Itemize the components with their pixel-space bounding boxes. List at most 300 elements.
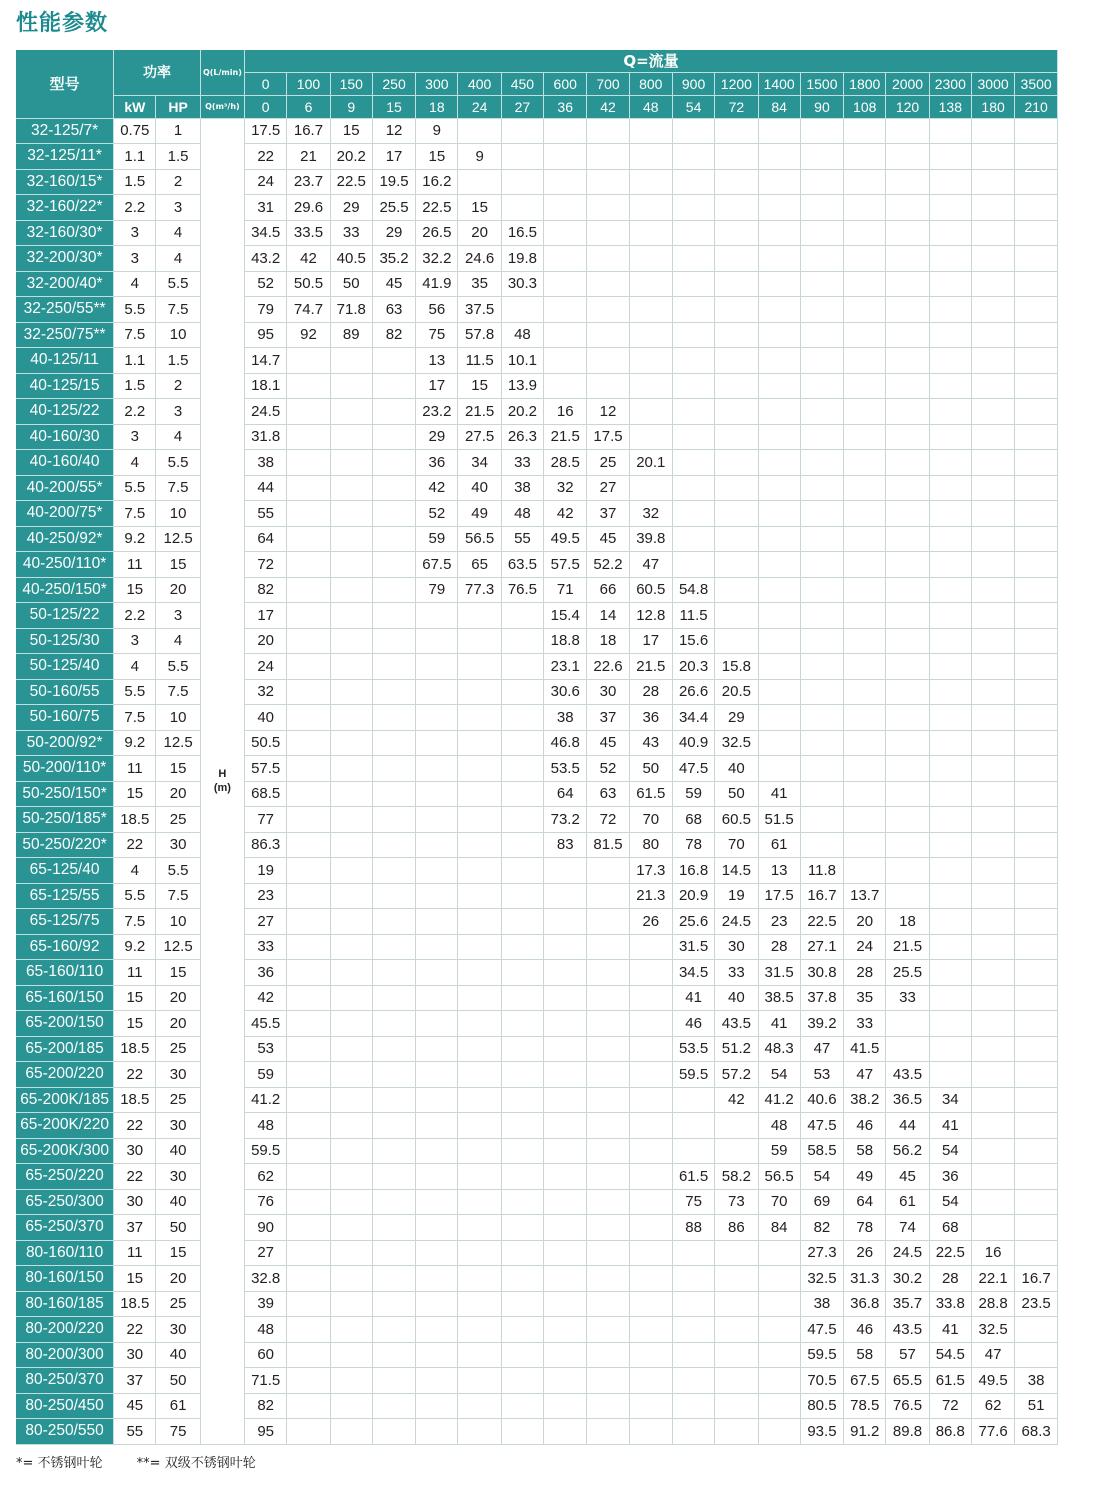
head-value-cell: 47.5 bbox=[672, 756, 714, 782]
head-value-cell: 20.1 bbox=[629, 450, 672, 476]
head-value-cell bbox=[800, 271, 843, 297]
head-value-cell: 71.5 bbox=[245, 1368, 287, 1394]
head-value-cell bbox=[672, 1419, 714, 1445]
head-value-cell bbox=[844, 577, 886, 603]
head-value-cell bbox=[1015, 756, 1058, 782]
head-value-cell bbox=[287, 1368, 330, 1394]
head-value-cell bbox=[758, 373, 800, 399]
table-row bbox=[16, 1291, 1058, 1317]
head-value-cell: 70 bbox=[715, 832, 758, 858]
hp-cell: 50 bbox=[156, 1215, 200, 1241]
head-value-cell bbox=[929, 934, 971, 960]
head-value-cell bbox=[929, 628, 971, 654]
head-value-cell bbox=[929, 322, 971, 348]
head-value-cell bbox=[330, 1113, 372, 1139]
head-value-cell bbox=[800, 169, 843, 195]
head-value-cell bbox=[416, 934, 458, 960]
head-value-cell: 79 bbox=[416, 577, 458, 603]
head-value-cell: 12 bbox=[587, 399, 629, 425]
head-value-cell bbox=[629, 1062, 672, 1088]
head-value-cell: 40.9 bbox=[672, 730, 714, 756]
kw-cell: 1.1 bbox=[114, 348, 156, 374]
head-value-cell bbox=[544, 1291, 587, 1317]
head-value-cell: 72 bbox=[929, 1393, 971, 1419]
head-value-cell bbox=[1015, 1113, 1058, 1139]
head-value-cell bbox=[501, 1087, 543, 1113]
head-value-cell bbox=[672, 1291, 714, 1317]
head-value-cell bbox=[672, 1342, 714, 1368]
head-value-cell bbox=[416, 1419, 458, 1445]
model-cell: 32-160/30* bbox=[16, 220, 114, 246]
table-row bbox=[16, 705, 1058, 731]
head-value-cell bbox=[800, 552, 843, 578]
head-value-cell bbox=[629, 1240, 672, 1266]
q-lmin-cell: 450 bbox=[501, 72, 543, 95]
head-value-cell bbox=[971, 909, 1014, 935]
head-value-cell bbox=[372, 348, 415, 374]
head-value-cell: 35.2 bbox=[372, 246, 415, 272]
head-value-cell bbox=[587, 1291, 629, 1317]
head-value-cell bbox=[458, 1393, 501, 1419]
head-value-cell bbox=[971, 679, 1014, 705]
kw-cell: 15 bbox=[114, 1266, 156, 1292]
kw-cell: 7.5 bbox=[114, 705, 156, 731]
head-value-cell bbox=[501, 1240, 543, 1266]
head-value-cell: 77 bbox=[245, 807, 287, 833]
kw-cell: 3 bbox=[114, 246, 156, 272]
head-value-cell bbox=[715, 475, 758, 501]
head-value-cell bbox=[544, 1011, 587, 1037]
head-value-cell: 57.5 bbox=[245, 756, 287, 782]
model-cell: 40-250/110* bbox=[16, 552, 114, 578]
head-value-cell: 45 bbox=[587, 730, 629, 756]
head-value-cell bbox=[330, 348, 372, 374]
q-m3h-cell: 108 bbox=[844, 95, 886, 118]
head-value-cell: 61.5 bbox=[672, 1164, 714, 1190]
head-value-cell: 35 bbox=[458, 271, 501, 297]
head-value-cell bbox=[501, 297, 543, 323]
head-value-cell: 32 bbox=[245, 679, 287, 705]
head-value-cell bbox=[929, 552, 971, 578]
footnote-single: *= 不锈钢叶轮 bbox=[16, 1456, 103, 1471]
head-value-cell bbox=[416, 781, 458, 807]
head-value-cell: 53.5 bbox=[672, 1036, 714, 1062]
table-row bbox=[16, 1036, 1058, 1062]
head-value-cell bbox=[1015, 195, 1058, 221]
model-cell: 50-200/92* bbox=[16, 730, 114, 756]
head-value-cell bbox=[886, 348, 929, 374]
head-value-cell: 64 bbox=[844, 1189, 886, 1215]
head-value-cell bbox=[844, 348, 886, 374]
head-value-cell bbox=[416, 705, 458, 731]
table-row bbox=[16, 1087, 1058, 1113]
head-value-cell bbox=[1015, 1011, 1058, 1037]
head-value-cell: 63 bbox=[372, 297, 415, 323]
head-value-cell bbox=[971, 450, 1014, 476]
head-value-cell bbox=[1015, 501, 1058, 527]
head-value-cell bbox=[929, 246, 971, 272]
head-value-cell: 73.2 bbox=[544, 807, 587, 833]
head-value-cell: 40 bbox=[715, 756, 758, 782]
head-value-cell bbox=[501, 756, 543, 782]
head-value-cell bbox=[758, 1317, 800, 1343]
head-value-cell: 56 bbox=[416, 297, 458, 323]
q-m3h-cell: 72 bbox=[715, 95, 758, 118]
head-value-cell bbox=[416, 807, 458, 833]
head-value-cell bbox=[800, 246, 843, 272]
head-value-cell: 93.5 bbox=[800, 1419, 843, 1445]
head-value-cell bbox=[629, 1164, 672, 1190]
table-row bbox=[16, 1062, 1058, 1088]
head-value-cell bbox=[287, 424, 330, 450]
head-value-cell bbox=[287, 1138, 330, 1164]
head-value-cell bbox=[1015, 909, 1058, 935]
head-value-cell bbox=[971, 169, 1014, 195]
head-value-cell: 41.2 bbox=[245, 1087, 287, 1113]
head-value-cell bbox=[287, 603, 330, 629]
head-value-cell bbox=[501, 1138, 543, 1164]
head-value-cell: 9 bbox=[416, 118, 458, 144]
head-value-cell bbox=[1015, 450, 1058, 476]
head-value-cell bbox=[501, 118, 543, 144]
head-value-cell bbox=[287, 705, 330, 731]
head-value-cell bbox=[672, 220, 714, 246]
q-m3h-cell: 210 bbox=[1015, 95, 1058, 118]
head-value-cell bbox=[800, 424, 843, 450]
head-value-cell: 33 bbox=[501, 450, 543, 476]
head-value-cell bbox=[1015, 1164, 1058, 1190]
head-value-cell: 32.2 bbox=[416, 246, 458, 272]
head-value-cell bbox=[1015, 424, 1058, 450]
head-value-cell: 20.2 bbox=[501, 399, 543, 425]
head-value-cell bbox=[715, 1138, 758, 1164]
kw-cell: 15 bbox=[114, 1011, 156, 1037]
head-value-cell: 31.8 bbox=[245, 424, 287, 450]
kw-cell: 11 bbox=[114, 756, 156, 782]
hp-cell: 30 bbox=[156, 1317, 200, 1343]
table-row bbox=[16, 118, 1058, 144]
table-row bbox=[16, 654, 1058, 680]
head-value-cell bbox=[929, 832, 971, 858]
head-value-cell bbox=[587, 1189, 629, 1215]
head-value-cell bbox=[330, 577, 372, 603]
head-value-cell bbox=[672, 1266, 714, 1292]
head-value-cell: 29.6 bbox=[287, 195, 330, 221]
kw-header: kW bbox=[114, 95, 156, 118]
head-value-cell: 19.8 bbox=[501, 246, 543, 272]
head-value-cell: 13 bbox=[416, 348, 458, 374]
head-value-cell bbox=[715, 501, 758, 527]
head-value-cell bbox=[629, 220, 672, 246]
head-value-cell bbox=[844, 679, 886, 705]
head-value-cell bbox=[587, 1266, 629, 1292]
head-value-cell bbox=[844, 807, 886, 833]
model-cell: 40-200/55* bbox=[16, 475, 114, 501]
head-value-cell bbox=[886, 373, 929, 399]
head-value-cell bbox=[587, 1317, 629, 1343]
q-lmin-cell: 3000 bbox=[971, 72, 1014, 95]
head-value-cell bbox=[971, 628, 1014, 654]
head-value-cell: 16.7 bbox=[287, 118, 330, 144]
head-value-cell bbox=[715, 195, 758, 221]
head-value-cell bbox=[629, 1189, 672, 1215]
q-lmin-cell: 0 bbox=[245, 72, 287, 95]
head-value-cell bbox=[544, 118, 587, 144]
head-value-cell: 57 bbox=[886, 1342, 929, 1368]
head-value-cell bbox=[330, 1342, 372, 1368]
hp-cell: 4 bbox=[156, 424, 200, 450]
head-value-cell bbox=[458, 1215, 501, 1241]
head-value-cell bbox=[287, 1342, 330, 1368]
head-value-cell bbox=[800, 195, 843, 221]
head-value-cell bbox=[458, 679, 501, 705]
head-value-cell bbox=[1015, 934, 1058, 960]
head-value-cell: 71.8 bbox=[330, 297, 372, 323]
head-value-cell bbox=[287, 832, 330, 858]
head-value-cell bbox=[929, 985, 971, 1011]
head-value-cell: 95 bbox=[245, 322, 287, 348]
q-lmin-unit-header: Q(L/min) bbox=[200, 50, 244, 95]
head-value-cell: 32.5 bbox=[800, 1266, 843, 1292]
kw-cell: 11 bbox=[114, 1240, 156, 1266]
head-value-cell: 45.5 bbox=[245, 1011, 287, 1037]
head-value-cell bbox=[629, 934, 672, 960]
head-value-cell bbox=[971, 960, 1014, 986]
head-value-cell bbox=[715, 297, 758, 323]
head-value-cell: 70 bbox=[629, 807, 672, 833]
head-value-cell bbox=[886, 781, 929, 807]
head-value-cell: 21 bbox=[287, 144, 330, 170]
head-value-cell bbox=[929, 1062, 971, 1088]
head-value-cell bbox=[330, 909, 372, 935]
head-value-cell bbox=[287, 399, 330, 425]
head-value-cell bbox=[629, 195, 672, 221]
head-value-cell bbox=[1015, 577, 1058, 603]
model-cell: 65-200K/220 bbox=[16, 1113, 114, 1139]
head-value-cell bbox=[971, 934, 1014, 960]
head-value-cell bbox=[287, 450, 330, 476]
head-value-cell bbox=[758, 195, 800, 221]
head-value-cell: 38.5 bbox=[758, 985, 800, 1011]
head-value-cell: 25 bbox=[587, 450, 629, 476]
head-value-cell: 35 bbox=[844, 985, 886, 1011]
model-cell: 65-250/220 bbox=[16, 1164, 114, 1190]
model-cell: 32-160/15* bbox=[16, 169, 114, 195]
model-cell: 40-160/30 bbox=[16, 424, 114, 450]
head-value-cell: 82 bbox=[800, 1215, 843, 1241]
q-lmin-cell: 1400 bbox=[758, 72, 800, 95]
head-value-cell bbox=[587, 883, 629, 909]
kw-cell: 11 bbox=[114, 552, 156, 578]
head-value-cell bbox=[287, 756, 330, 782]
head-value-cell: 31.3 bbox=[844, 1266, 886, 1292]
head-value-cell: 17.5 bbox=[245, 118, 287, 144]
head-value-cell bbox=[416, 679, 458, 705]
head-value-cell: 88 bbox=[672, 1215, 714, 1241]
head-value-cell bbox=[886, 195, 929, 221]
model-cell: 40-125/22 bbox=[16, 399, 114, 425]
model-cell: 32-250/55** bbox=[16, 297, 114, 323]
head-value-cell: 18.1 bbox=[245, 373, 287, 399]
head-value-cell: 20 bbox=[844, 909, 886, 935]
head-value-cell bbox=[629, 1419, 672, 1445]
kw-cell: 18.5 bbox=[114, 1087, 156, 1113]
head-value-cell bbox=[629, 985, 672, 1011]
head-value-cell bbox=[971, 246, 1014, 272]
head-value-cell: 31 bbox=[245, 195, 287, 221]
hp-cell: 30 bbox=[156, 1062, 200, 1088]
head-value-cell bbox=[372, 1011, 415, 1037]
head-value-cell: 26 bbox=[844, 1240, 886, 1266]
head-value-cell bbox=[715, 1113, 758, 1139]
head-value-cell bbox=[1015, 1138, 1058, 1164]
head-value-cell bbox=[971, 195, 1014, 221]
model-cell: 65-125/55 bbox=[16, 883, 114, 909]
head-value-cell bbox=[672, 552, 714, 578]
head-value-cell bbox=[501, 1393, 543, 1419]
head-value-cell bbox=[758, 756, 800, 782]
head-value-cell bbox=[330, 730, 372, 756]
head-value-cell: 29 bbox=[715, 705, 758, 731]
head-value-cell: 22.1 bbox=[971, 1266, 1014, 1292]
head-value-cell: 24.5 bbox=[245, 399, 287, 425]
head-value-cell bbox=[929, 348, 971, 374]
head-value-cell bbox=[587, 934, 629, 960]
head-value-cell: 86.8 bbox=[929, 1419, 971, 1445]
head-value-cell bbox=[844, 832, 886, 858]
head-value-cell bbox=[758, 424, 800, 450]
head-value-cell bbox=[458, 1138, 501, 1164]
head-value-cell: 37.5 bbox=[458, 297, 501, 323]
head-value-cell bbox=[416, 832, 458, 858]
head-value-cell bbox=[971, 399, 1014, 425]
head-value-cell: 43.2 bbox=[245, 246, 287, 272]
head-value-cell bbox=[372, 373, 415, 399]
head-value-cell bbox=[330, 807, 372, 833]
head-value-cell bbox=[672, 297, 714, 323]
head-value-cell bbox=[544, 883, 587, 909]
head-value-cell bbox=[458, 883, 501, 909]
head-value-cell bbox=[886, 807, 929, 833]
head-value-cell bbox=[929, 960, 971, 986]
table-row bbox=[16, 1419, 1058, 1445]
hp-cell: 50 bbox=[156, 1368, 200, 1394]
head-value-cell bbox=[501, 679, 543, 705]
hp-cell: 7.5 bbox=[156, 475, 200, 501]
head-value-cell bbox=[458, 705, 501, 731]
head-value-cell: 39.2 bbox=[800, 1011, 843, 1037]
head-value-cell bbox=[330, 858, 372, 884]
head-value-cell bbox=[800, 526, 843, 552]
head-value-cell: 56.2 bbox=[886, 1138, 929, 1164]
head-value-cell: 48 bbox=[501, 322, 543, 348]
table-row bbox=[16, 730, 1058, 756]
head-value-cell bbox=[715, 1266, 758, 1292]
hp-cell: 20 bbox=[156, 985, 200, 1011]
head-value-cell: 15 bbox=[330, 118, 372, 144]
head-value-cell: 19 bbox=[715, 883, 758, 909]
kw-cell: 4 bbox=[114, 271, 156, 297]
head-value-cell bbox=[587, 144, 629, 170]
model-cell: 40-125/11 bbox=[16, 348, 114, 374]
head-value-cell bbox=[372, 450, 415, 476]
head-value-cell: 30.6 bbox=[544, 679, 587, 705]
hp-cell: 25 bbox=[156, 807, 200, 833]
head-value-cell bbox=[587, 1368, 629, 1394]
q-lmin-cell: 150 bbox=[330, 72, 372, 95]
head-value-cell bbox=[800, 144, 843, 170]
head-value-cell bbox=[587, 960, 629, 986]
head-value-cell bbox=[715, 399, 758, 425]
head-value-cell bbox=[886, 450, 929, 476]
model-cell: 65-250/370 bbox=[16, 1215, 114, 1241]
hp-cell: 30 bbox=[156, 1113, 200, 1139]
head-value-cell bbox=[544, 144, 587, 170]
kw-cell: 5.5 bbox=[114, 883, 156, 909]
head-value-cell bbox=[886, 526, 929, 552]
q-lmin-cell: 900 bbox=[672, 72, 714, 95]
head-value-cell bbox=[501, 1036, 543, 1062]
head-value-cell bbox=[929, 501, 971, 527]
head-value-cell bbox=[800, 220, 843, 246]
model-cell: 80-160/185 bbox=[16, 1291, 114, 1317]
head-value-cell bbox=[629, 271, 672, 297]
head-value-cell: 24.5 bbox=[886, 1240, 929, 1266]
head-value-cell: 39 bbox=[245, 1291, 287, 1317]
head-value-cell bbox=[629, 322, 672, 348]
head-value-cell: 48.3 bbox=[758, 1036, 800, 1062]
head-value-cell bbox=[416, 985, 458, 1011]
head-value-cell bbox=[971, 1189, 1014, 1215]
head-value-cell: 62 bbox=[971, 1393, 1014, 1419]
head-value-cell bbox=[929, 756, 971, 782]
head-value-cell bbox=[758, 169, 800, 195]
hp-cell: 15 bbox=[156, 756, 200, 782]
head-value-cell bbox=[800, 475, 843, 501]
head-value-cell bbox=[971, 1011, 1014, 1037]
kw-cell: 22 bbox=[114, 1164, 156, 1190]
head-value-cell bbox=[672, 1113, 714, 1139]
head-value-cell: 78 bbox=[672, 832, 714, 858]
head-value-cell: 63.5 bbox=[501, 552, 543, 578]
head-value-cell bbox=[501, 654, 543, 680]
model-cell: 50-125/40 bbox=[16, 654, 114, 680]
head-value-cell bbox=[629, 424, 672, 450]
hp-cell: 20 bbox=[156, 1266, 200, 1292]
head-value-cell: 32 bbox=[629, 501, 672, 527]
head-value-cell bbox=[971, 526, 1014, 552]
head-value-cell bbox=[416, 1342, 458, 1368]
head-value-cell bbox=[501, 628, 543, 654]
kw-cell: 0.75 bbox=[114, 118, 156, 144]
head-value-cell bbox=[416, 1087, 458, 1113]
head-value-cell bbox=[886, 246, 929, 272]
head-value-cell: 27.5 bbox=[458, 424, 501, 450]
head-value-cell: 57.5 bbox=[544, 552, 587, 578]
head-value-cell: 58 bbox=[844, 1342, 886, 1368]
head-value-cell bbox=[629, 475, 672, 501]
head-value-cell bbox=[971, 424, 1014, 450]
head-value-cell bbox=[629, 1215, 672, 1241]
q-lmin-cell: 700 bbox=[587, 72, 629, 95]
head-value-cell: 32.5 bbox=[971, 1317, 1014, 1343]
head-value-cell bbox=[629, 118, 672, 144]
head-value-cell bbox=[458, 1011, 501, 1037]
hp-cell: 5.5 bbox=[156, 271, 200, 297]
head-label: H bbox=[218, 768, 227, 780]
head-value-cell bbox=[1015, 552, 1058, 578]
head-value-cell bbox=[458, 603, 501, 629]
